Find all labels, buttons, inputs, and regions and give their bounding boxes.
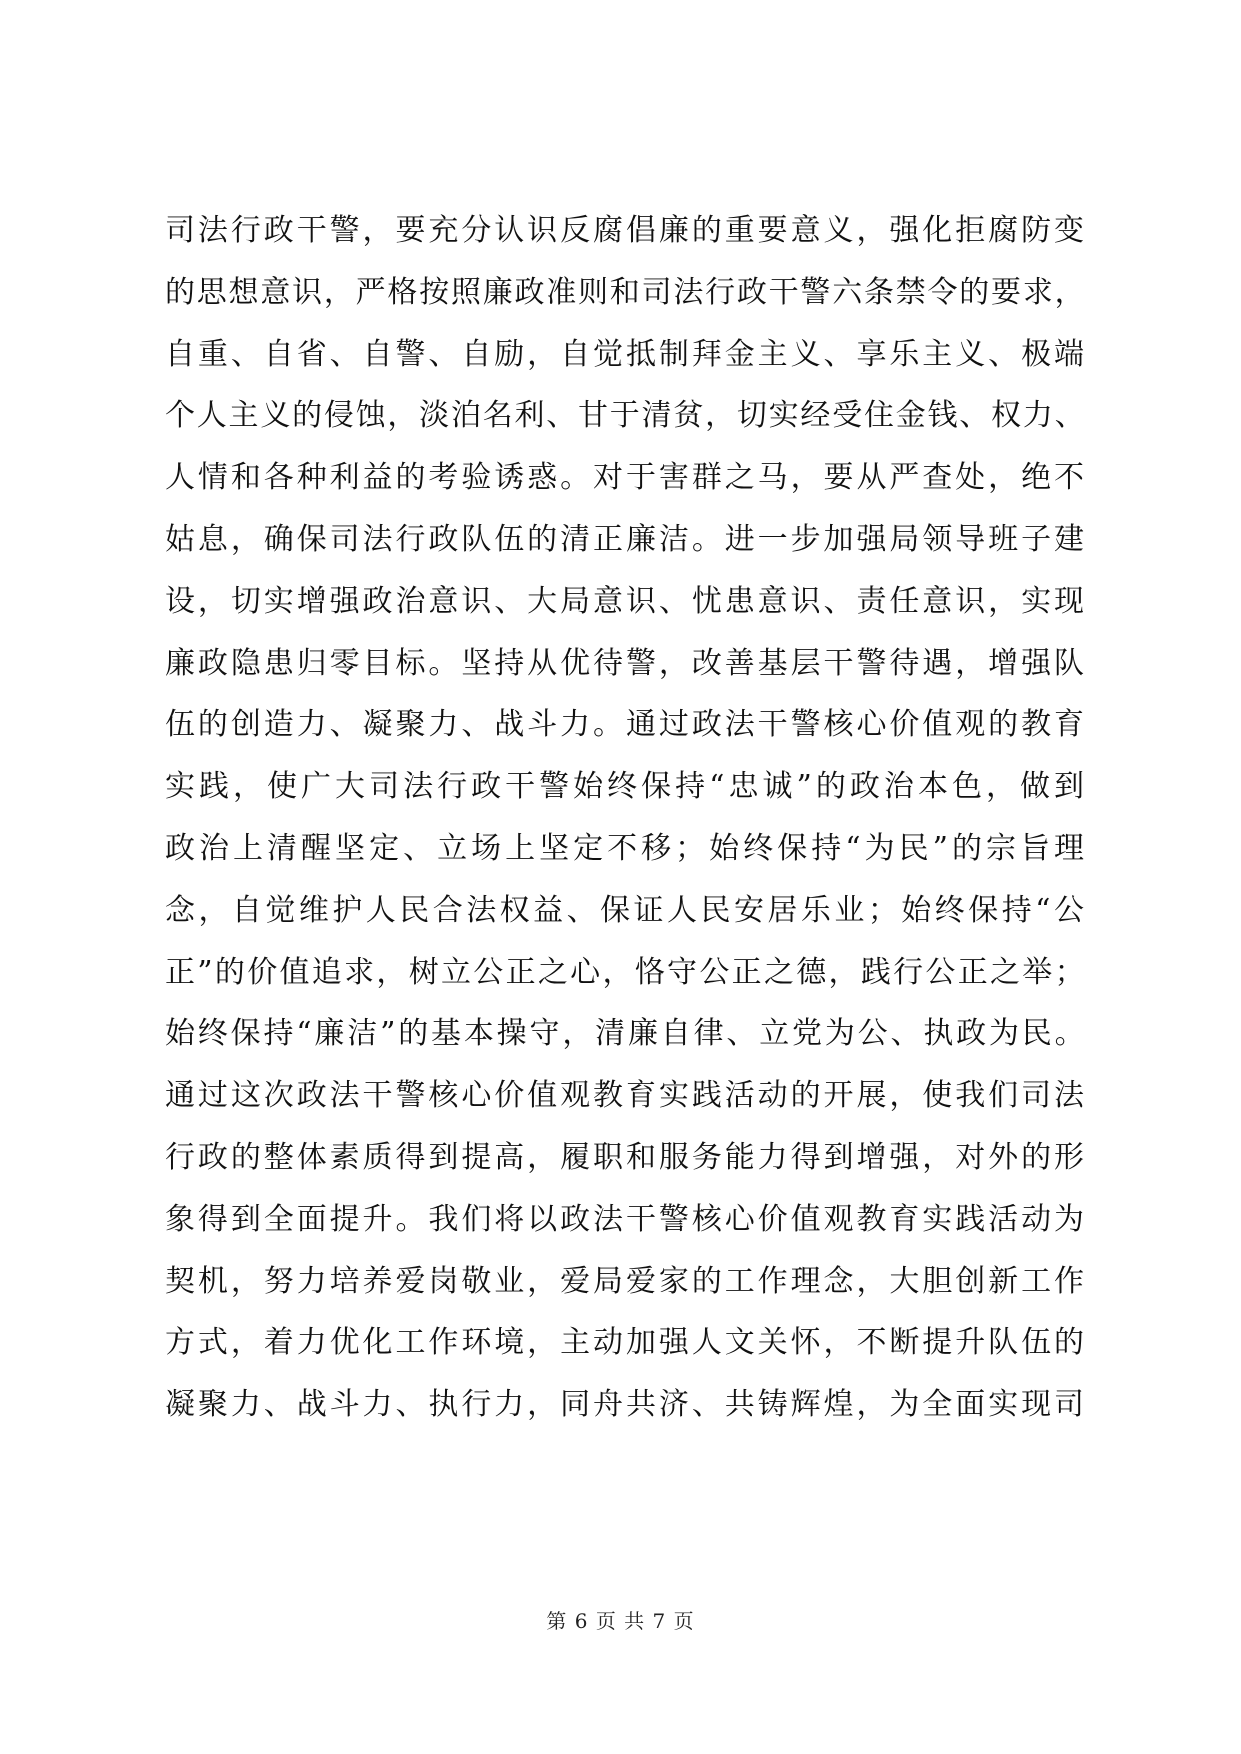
text-line: 实践，使广大司法行政干警始终保持“忠诚”的政治本色，做到 xyxy=(165,769,1085,805)
text-line: 契机，努力培养爱岗敬业，爱局爱家的工作理念，大胆创新工作 xyxy=(165,1263,1085,1299)
body-paragraph xyxy=(165,200,1085,1436)
text-line: 始终保持“廉洁”的基本操守，清廉自律、立党为公、执政为民。 xyxy=(165,1016,1085,1052)
text-line: 的思想意识，严格按照廉政准则和司法行政干警六条禁令的要求， xyxy=(165,274,1085,310)
text-line: 人情和各种利益的考验诱惑。对于害群之马，要从严查处，绝不 xyxy=(165,460,1085,496)
text-line: 念，自觉维护人民合法权益、保证人民安居乐业；始终保持“公 xyxy=(165,892,1085,928)
text-line: 设，切实增强政治意识、大局意识、忧患意识、责任意识，实现 xyxy=(165,583,1085,619)
text-line: 个人主义的侵蚀，淡泊名利、甘于清贫，切实经受住金钱、权力、 xyxy=(165,398,1085,434)
text-line: 伍的创造力、凝聚力、战斗力。通过政法干警核心价值观的教育 xyxy=(165,707,1085,743)
text-line: 廉政隐患归零目标。坚持从优待警，改善基层干警待遇，增强队 xyxy=(165,645,1085,681)
text-line: 方式，着力优化工作环境，主动加强人文关怀，不断提升队伍的 xyxy=(165,1325,1085,1361)
text-line: 司法行政干警，要充分认识反腐倡廉的重要意义，强化拒腐防变 xyxy=(165,213,1085,248)
text-line: 行政的整体素质得到提高，履职和服务能力得到增强，对外的形 xyxy=(165,1139,1085,1175)
text-line: 政治上清醒坚定、立场上坚定不移；始终保持“为民”的宗旨理 xyxy=(165,830,1085,866)
text-line: 象得到全面提升。我们将以政法干警核心价值观教育实践活动为 xyxy=(165,1201,1085,1237)
text-line: 凝聚力、战斗力、执行力，同舟共济、共铸辉煌，为全面实现司 xyxy=(165,1387,1085,1423)
text-line: 正”的价值追求，树立公正之心，恪守公正之德，践行公正之举； xyxy=(165,954,1085,990)
text-line: 姑息，确保司法行政队伍的清正廉洁。进一步加强局领导班子建 xyxy=(165,521,1085,557)
page-footer xyxy=(0,1605,1241,1634)
text-line: 自重、自省、自警、自励，自觉抵制拜金主义、享乐主义、极端 xyxy=(165,336,1085,372)
page-number-label: 第 6 页 共 7 页 xyxy=(546,1609,695,1633)
text-line: 通过这次政法干警核心价值观教育实践活动的开展，使我们司法 xyxy=(165,1078,1085,1114)
